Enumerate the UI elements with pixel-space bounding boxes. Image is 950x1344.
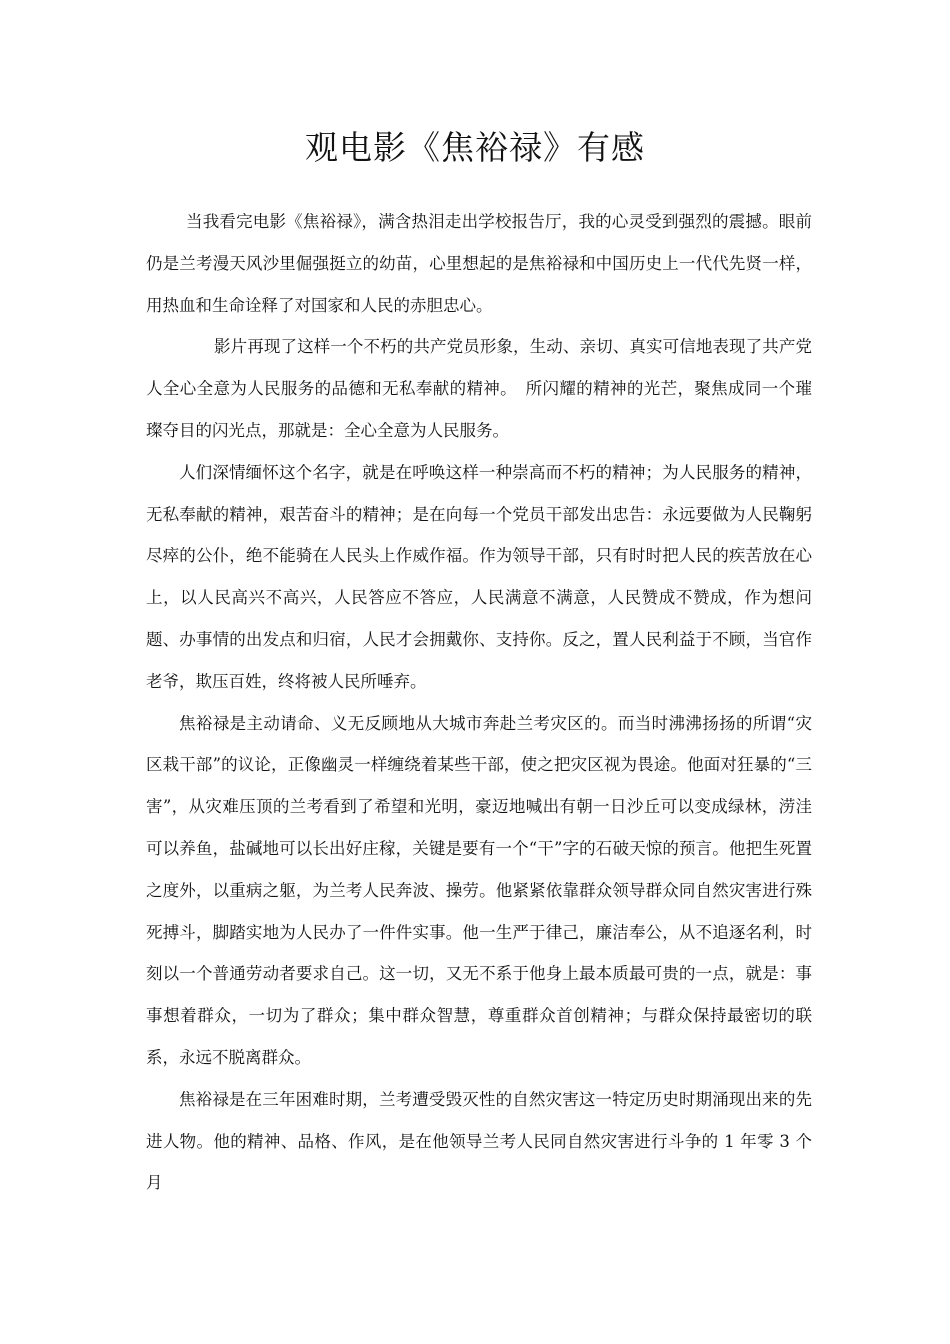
document-title: 观电影《焦裕禄》有感	[305, 128, 645, 167]
paragraph-4: 焦裕禄是主动请命、义无反顾地从大城市奔赴兰考灾区的。而当时沸沸扬扬的所谓“灾区栽干部”的议论，正像幽灵一样缠绕着某些干部，使之把灾区视为畏途。他面对狂暴的“三害”，从灾难压顶的兰考看到了希望和光明，豪迈地喊出有朝一日沙丘可以变成绿林，涝洼可以养鱼，盐碱地可以长出好庄稼，关键是要有一个“干”字的石破天惊的预言。他把生死置之度外，以重病之躯，为兰考人民奔波、操劳。他紧紧依靠群众领导群众同自然灾害进行殊死搏斗，脚踏实地为人民办了一件件实事。他一生严于律己，廉洁奉公，从不追逐名利，时刻以一个普通劳动者要求自己。这一切，又无不系于他身上最本质最可贵的一点，就是：事事想着群众，一切为了群众；集中群众智慧，尊重群众首创精神；与群众保持最密切的联系，永远不脱离群众。	[146, 713, 812, 1067]
paragraph-3: 人们深情缅怀这个名字，就是在呼唤这样一种崇高而不朽的精神；为人民服务的精神，无私奉献的精神，艰苦奋斗的精神；是在向每一个党员干部发出忠告：永远要做为人民鞠躬尽瘁的公仆，绝不能骑在人民头上作威作福。作为领导干部，只有时时把人民的疾苦放在心上，以人民高兴不高兴，人民答应不答应，人民满意不满意，人民赞成不赞成，作为想问题、办事情的出发点和归宿，人民才会拥戴你、支持你。反之，置人民利益于不顾，当官作老爷，欺压百姓，终将被人民所唾弃。	[146, 462, 812, 691]
paragraph-5: 焦裕禄是在三年困难时期，兰考遭受毁灭性的自然灾害这一特定历史时期涌现出来的先进人物。他的精神、品格、作风，是在他领导兰考人民同自然灾害进行斗争的 1 年零 3 个月	[146, 1089, 812, 1193]
paragraph-1: 当我看完电影《焦裕禄》，满含热泪走出学校报告厅，我的心灵受到强烈的震撼。眼前仍是兰考漫天风沙里倔强挺立的幼苗，心里想起的是焦裕禄和中国历史上一代代先贤一样，用热血和生命诠释了对国家和人民的赤胆忠心。	[146, 212, 812, 315]
document-body	[146, 201, 812, 1204]
paragraph-2: 影片再现了这样一个不朽的共产党员形象，生动、亲切、真实可信地表现了共产党人全心全意为人民服务的品德和无私奉献的精神。 所闪耀的精神的光芒，聚焦成同一个璀璨夺目的闪光点，那就是：全心全意为人民服务。	[146, 337, 812, 440]
